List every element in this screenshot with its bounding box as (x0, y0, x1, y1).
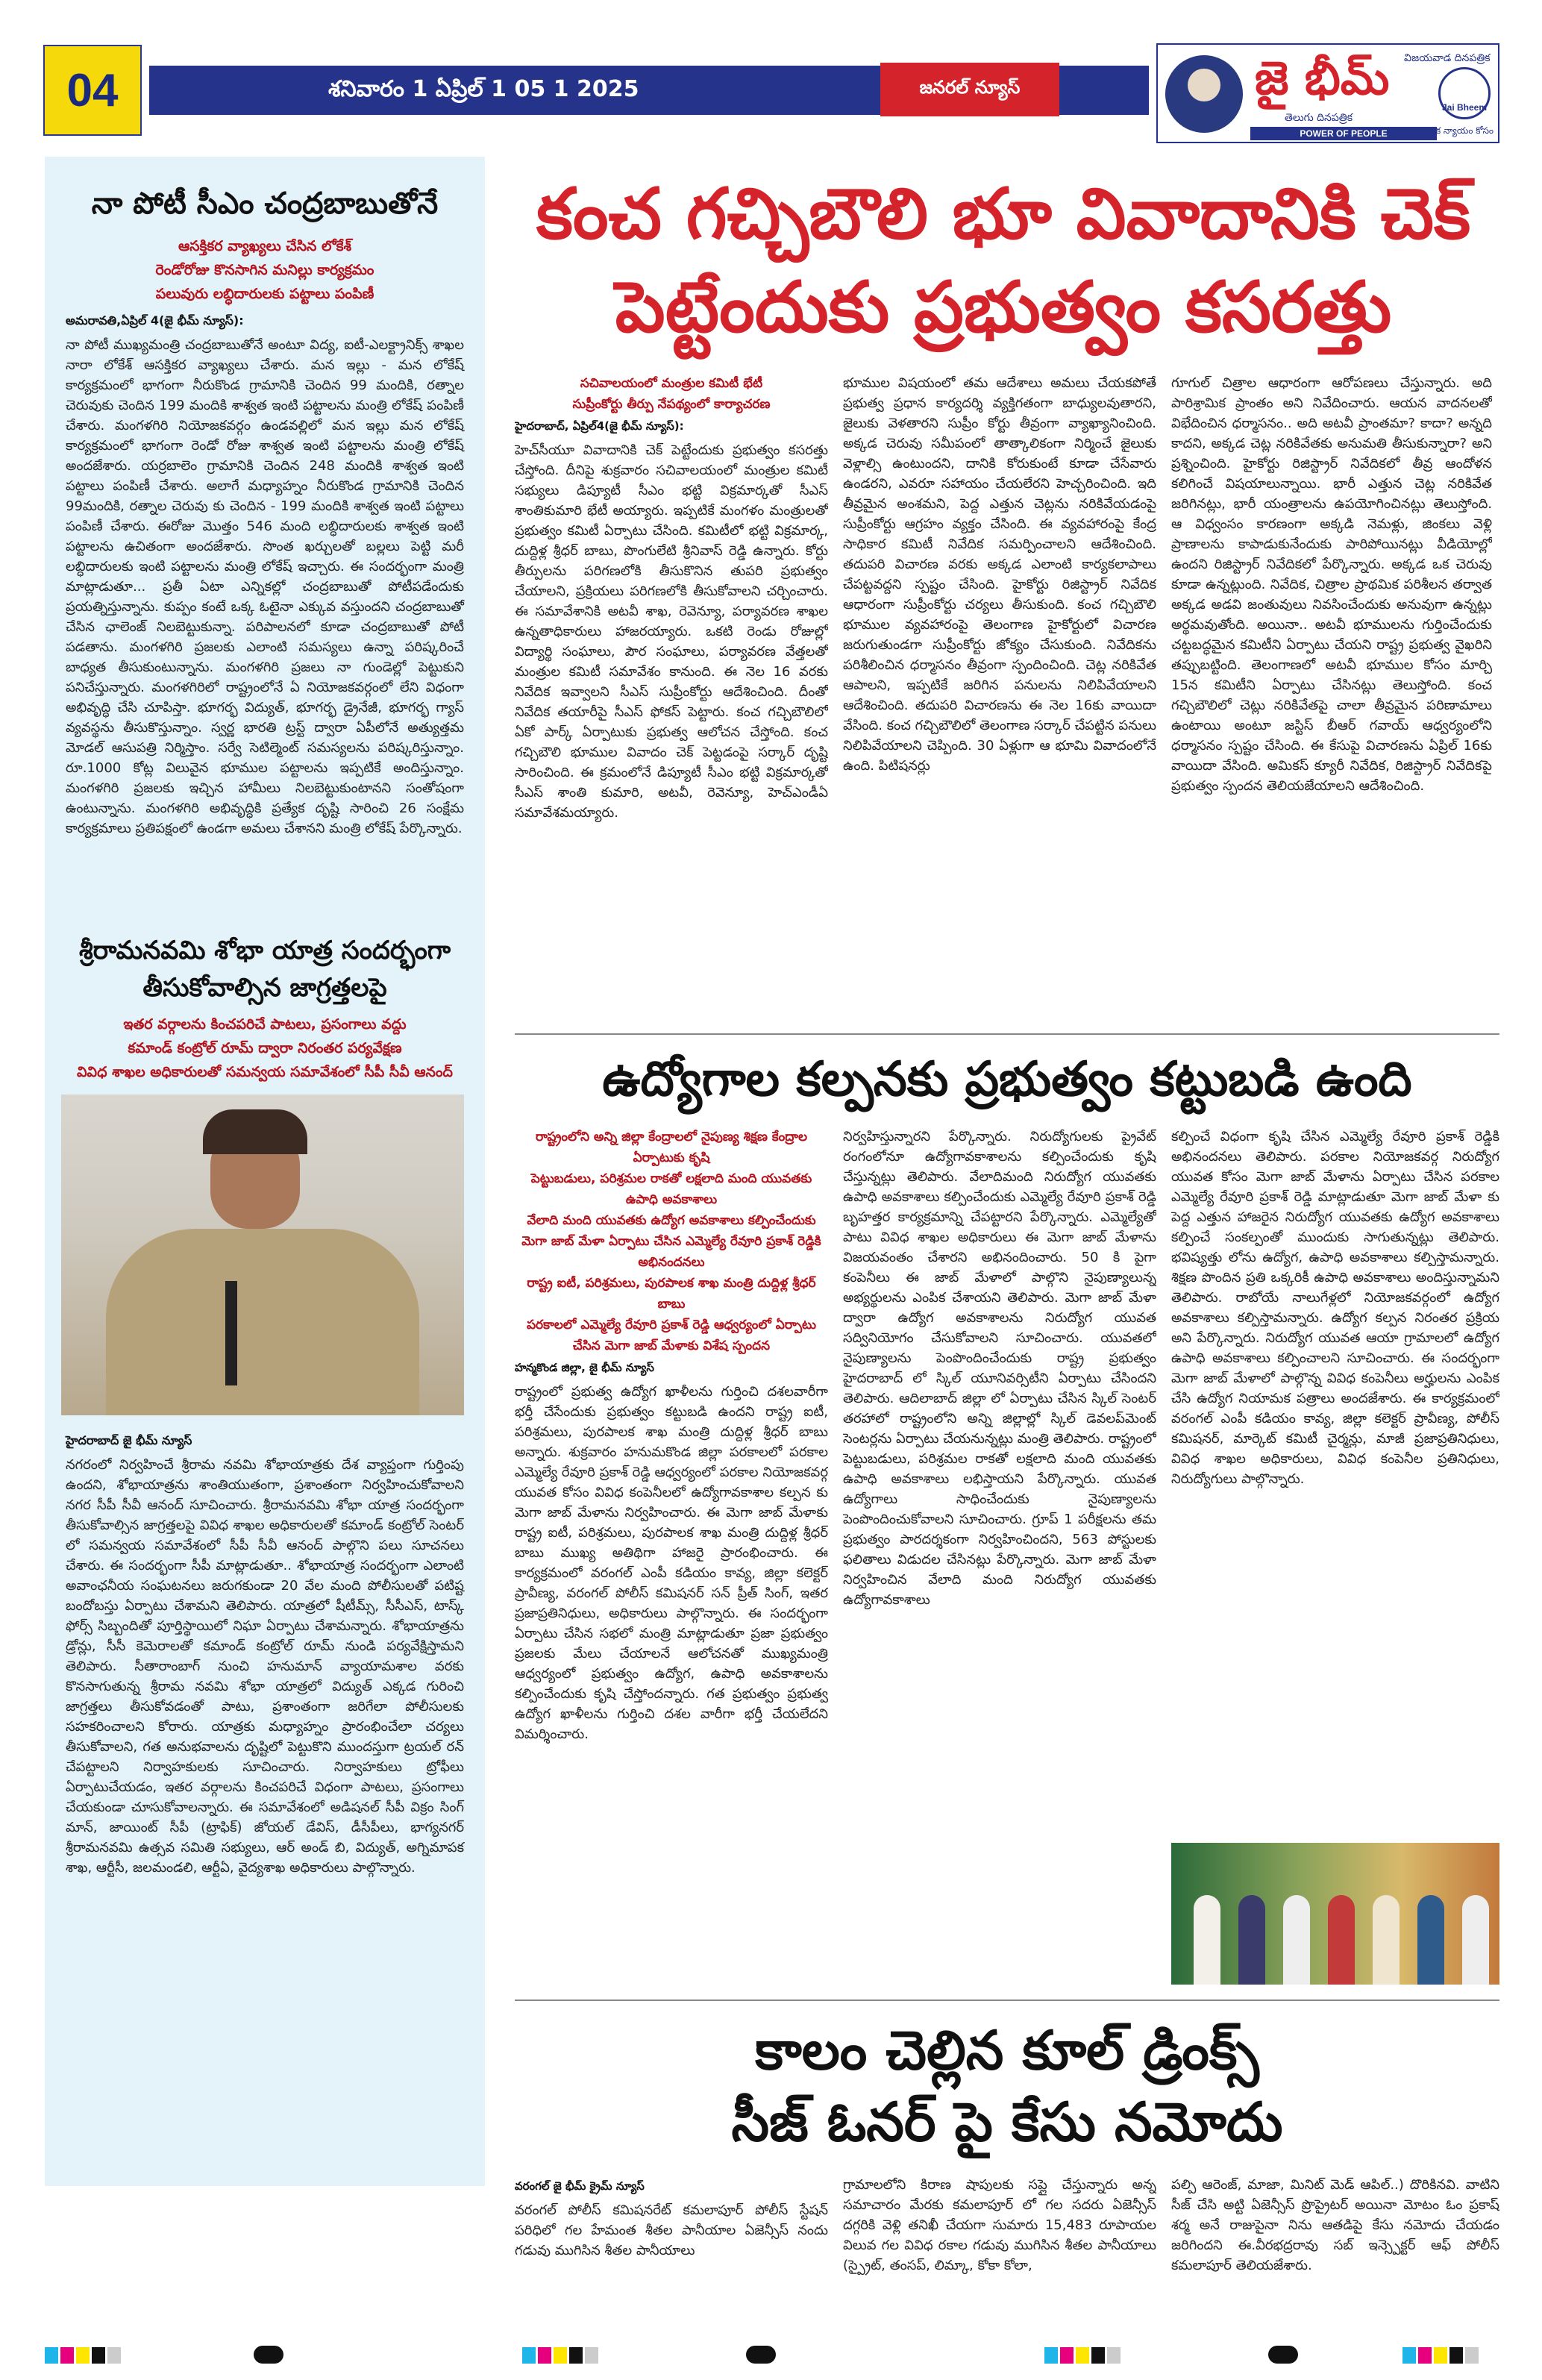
main-story-col2: భూముల విషయంలో తమ ఆదేశాలు అమలు చేయకపోతే ప్రభుత్వ ప్రధాన కార్యదర్శి వ్యక్తిగతంగా బాధ్యులవుతారని, జైలుకు వెళతారని సుప్రీం కోర్టు తీవ్రంగా వ్యాఖ్యానించింది. అక్కడ చెరువు సమీపంలో తాత్కాలికంగా నిర్మించే జైలుకు వెళ్లాల్సి ఉంటుందని, దానికి కోరుకుంటే కూడా చేసేవారు ఉండరని, ఎవరూ సహాయం చేయలేరని హెచ్చరించింది. ఇది తీవ్రమైన అంశమని, పెద్ద ఎత్తున చెట్లను నరికివేయడంపై సుప్రీంకోర్టు ఆగ్రహం వ్యక్తం చేసింది. ఈ వ్యవహారంపై కేంద్ర సాధికార కమిటీ నివేదిక సమర్పించాలని ఆదేశించింది. తదుపరి విచారణ వరకు అక్కడ ఎలాంటి కార్యకలాపాలు చేపట్టవద్దని స్పష్టం చేసింది. హైకోర్టు రిజిస్ట్రార్ నివేదిక ఆధారంగా సుప్రీంకోర్టు చర్యలు తీసుకుంది. కంచ గచ్చిబౌలి భూముల వ్యవహారంపై తెలంగాణ హైకోర్టులో విచారణ జరుగుతుండగా సుప్రీంకోర్టు జోక్యం చేసుకుంది. నివేదికను పరిశీలించిన ధర్మాసనం తీవ్రంగా స్పందించింది. చెట్ల నరికివేత ఆపాలని, ఇప్పటికే జరిగిన పనులను నిలిపివేయాలని ఆదేశించింది. తదుపరి విచారణను ఈ నెల 16కు వాయిదా వేసింది. కంచ గచ్చిబౌలిలో తెలంగాణ సర్కార్ చేపట్టిన పనులు నిలిపివేయాలని చెప్పింది. 30 ఏళ్లుగా ఆ భూమి వివాదంలోనే ఉంది. పిటిషనర్లు (843, 375, 1156, 774)
divider (515, 1999, 1499, 2001)
jobs-story-col2: నిర్వహిస్తున్నారని పేర్కొన్నారు. నిరుద్యోగులకు ప్రైవేట్ రంగంలోనూ ఉద్యోగావకాశాలను కల్పించేందుకు కృషి చేస్తున్నట్లు తెలిపారు. వేలాదిమంది నిరుద్యోగ యువతకు ఉపాధి అవకాశాలు కల్పించేందుకు ఎమ్మెల్యే రేవూరి ప్రకాశ్ రెడ్డి బృహత్తర కార్యక్రమాన్ని చేపట్టారని పేర్కొన్నారు. ఎమ్మెల్యేతో పాటు వివిధ శాఖల అధికారులు ఈ మెగా జాబ్ మేళాను విజయవంతం చేశారని అభినందించారు. 50 కి పైగా కంపెనీలు ఈ జాబ్ మేళాలో పాల్గొని నైపుణ్యాలున్న అభ్యర్థులను ఎంపిక చేశాయని తెలిపారు. మెగా జాబ్ మేళా ద్వారా ఉద్యోగ అవకాశాలను నిరుద్యోగ యువత సద్వినియోగం చేసుకోవాలని సూచించారు. యువతలో నైపుణ్యాలను పెంపొందించేందుకు రాష్ట్ర ప్రభుత్వం హైదరాబాద్ లో స్కిల్ యూనివర్సిటీని ఏర్పాటు చేసిందని తెలిపారు. ఆదిలాబాద్ జిల్లా లో ఏర్పాటు చేసిన స్కిల్ సెంటర్ తరహాలో రాష్ట్రంలోని అన్ని జిల్లాల్లో స్కిల్ డెవలప్‌మెంట్ సెంటర్లను ఏర్పాటు చేయనున్నట్లు మంత్రి తెలిపారు. రాష్ట్రంలో పెట్టుబడులు, పరిశ్రమల రాకతో లక్షలాది మంది యువతకు ఉపాధి అవకాశాలు లభిస్తాయని పేర్కొన్నారు. యువత ఉద్యోగాలు సాధించేందుకు నైపుణ్యాలను పెంపొందించుకోవాలని సూచించారు. గ్రూప్ 1 పరీక్షలను తమ ప్రభుత్వం పారదర్శకంగా నిర్వహించిందని, 563 పోస్టులకు ఫలితాలు విడుదల చేసినట్లు పేర్కొన్నారు. మెగా జాబ్ మేళా నిర్వహించిన వేలాది మంది నిరుద్యోగ యువతకు ఉద్యోగావకాశాలు (843, 1129, 1156, 1608)
masthead-logo: జై భీమ్ (1255, 51, 1390, 105)
left-story-2-headline: శ్రీరామనవమి శోభా యాత్ర సందర్భంగా తీసుకోవాల్సిన జాగ్రత్తలపై (78, 936, 451, 1003)
left-story-1-headline: నా పోటీ సీఎం చంద్రబాబుతోనే (91, 187, 439, 221)
cool-drinks-col2: గ్రామాలలోని కిరాణ షాపులకు సప్లై చేస్తున్నారు అన్న సమాచారం మేరకు కమలాపూర్ లో గల సదరు ఏజెన్సీస్ దగ్గరికి వెళ్లి తనిఖీ చేయగా సుమారు 15,483 రూపాయల విలువ గల వివిధ రకాల గడువు ముగిసిన శీతల పానీయాలు (స్ప్రైట్, తంసప్, లిమ్కా, కోకా కోలా, (843, 2177, 1156, 2273)
job-mela-event-photo (1171, 1843, 1499, 1985)
color-registration-bar (1402, 2347, 1479, 2364)
dateline: హైదరాబాద్ జై భీమ్ న్యూస్ (66, 1433, 192, 1447)
masthead-bottom-right: సామాజిక న్యాయం కోసం (1408, 125, 1494, 136)
jobs-headline: ఉద్యోగాల కల్పనకు ప్రభుత్వం కట్టుబడి ఉంది (602, 1052, 1412, 1107)
police-officer-photo (61, 1095, 464, 1415)
dateline: హన్మకొండ జిల్లా, జై భీమ్ న్యూస్ (515, 1361, 654, 1374)
color-registration-bar (45, 2347, 121, 2364)
cool-drinks-headline-line2: సీజ్ ఓనర్ పై కేసు నమోదు (731, 2091, 1283, 2153)
deck-line: పలువురు లబ్ధిదారులకు పట్టాలు పంపిణీ (155, 286, 374, 302)
dateline: అమరావతి,ఏప్రిల్ 4(జై భీమ్ న్యూస్): (66, 313, 244, 328)
dateline: వరంగల్ జై భీమ్ క్రైమ్ న్యూస్ (515, 2179, 645, 2193)
deck-line: వేలాది మంది యువతకు ఉద్యోగ అవకాశాలు కల్పించేందుకు మెగా జాబ్ మేళా ఏర్పాటు చేసిన ఎమ్మెల్యే రేవూరి ప్రకాశ్ రెడ్డికి అభినందనలు (521, 1213, 821, 1270)
article-body: నా పోటీ ముఖ్యమంత్రి చంద్రబాబుతోనే అంటూ విద్య, ఐటీ-ఎలక్ట్రానిక్స్ శాఖల నారా లోకేశ్ ఆసక్తికర వ్యాఖ్యలు చేశారు. మన ఇల్లు - మన లోకేష్ కార్యక్రమంలో భాగంగా నీరుకొండ గ్రామానికి చెందిన 99 మందికి, రత్నాల చెరువుకు చెందిన 199 మందికి శాశ్వత ఇంటి పట్టాలను మంత్రి లోకేష్ పంపిణీ చేశారు. మంగళగిరి నియోజకవర్గం ఉండవల్లిలో మన ఇల్లు మన లోకేష్ కార్యక్రమంలో భాగంగా రెండో రోజు శాశ్వత ఇంటి పట్టాలను మంత్రి లోకేష్ అందజేశారు. యర్రబాలెం గ్రామానికి చెందిన 248 మందికి శాశ్వత ఇంటి పట్టాలు పంపిణీ చేశారు. అలాగే మధ్యాహ్నం నీరుకొండ గ్రామానికి చెందిన 99మందికి, రత్నాల చెరువు కు చెందిన - 199 మందికి శాశ్వత ఇంటి పట్టాలు పంపిణీ చేశారు. ఈరోజు మొత్తం 546 మంది లబ్ధిదారులకు శాశ్వత ఇంటి పట్టాలను ఉచితంగా అందజేశారు. సొంత ఖర్చులతో బల్లలు పెట్టి మరీ లబ్ధిదారులకు ఇంటి పట్టాలను మంత్రి లోకేష్ ఇచ్చారు. ఈ సందర్భంగా మంత్రి మాట్లాడుతూ... ప్రతీ ఏటా ఎన్నికల్లో చంద్రబాబుతో పోటీపడేందుకు ప్రయత్నిస్తున్నాను. కుప్పం కంటే ఒక్క ఓటైనా ఎక్కువ వస్తుందని చంద్రబాబుతో చేసిన ఛాలెంజ్ నిలబెట్టుకున్నా. పరిపాలనలో కూడా చంద్రబాబుతో పోటీ పడతాను. మంగళగిరి ప్రజలకు ఎలాంటి సమస్యలు ఉన్నా పరిష్కరించే బాధ్యత తీసుకుంటున్నాను. మంగళగిరి ప్రజలు నా గుండెల్లో పెట్టుకుని పనిచేస్తున్నారు. మంగళగిరిలో రాష్ట్రంలోనే ఏ నియోజకవర్గంలో లేని విధంగా అభివృద్ధి చేసి చూపిస్తా. భూగర్భ విద్యుత్, భూగర్భ డ్రైనేజీ, భూగర్భ గ్యాస్ వ్యవస్థను తీసుకొస్తున్నాం. స్వర్ణ భారతి ట్రస్ట్ ద్వారా ఏపీలోనే అత్యుత్తమ మోడల్ ఆసుపత్రి నిర్మిస్తాం. సర్వే సెటిల్మెంట్ సమస్యలను పరిష్కరిస్తున్నాం. రూ.1000 కోట్ల విలువైన భూముల పట్టాలను ఇప్పటికే అందిస్తున్నాం. మంగళగిరి ప్రజలకు ఇచ్చిన హామీలు నిలబెట్టుకుంటానని సంతోషంగా ఉంటున్నాను. మంగళగిరి అభివృద్ధికి ప్రత్యేక దృష్టి సారించి 26 సంక్షేమ కార్యక్రమాలు ప్రతిపక్షంలో ఉండగా అమలు చేశానని మంత్రి లోకేష్ పేర్కొన్నారు. (66, 337, 464, 836)
cool-drinks-headline (515, 2014, 1499, 2158)
registration-mark (254, 2346, 283, 2364)
article-body: హెచ్‌సీయూ వివాదానికి చెక్ పెట్టేందుకు ప్రభుత్వం కసరత్తు చేస్తోంది. దీనిపై శుక్రవారం సచివాలయంలో మంత్రుల కమిటీ సభ్యులు డిప్యూటీ సీఎం భట్టి విక్రమార్కతో సీఎస్ శాంతికుమారి భేటీ అయ్యారు. ఇప్పటికే మంగళం మంత్రులతో ప్రభుత్వం కమిటీ ఏర్పాటు చేసింది. కమిటీలో భట్టి విక్రమార్క, దుద్దిళ్ల శ్రీధర్ బాబు, పొంగులేటి శ్రీనివాస్ రెడ్డి ఉన్నారు. కోర్టు తీర్పులను పరిగణలోకి తీసుకొనిన తుపరి ప్రభుత్వం చేయాలని, ప్రక్రియలు పరిగణలోకి తీసుకోవాలని చర్చించారు. ఈ సమావేశానికి అటవీ శాఖ, రెవెన్యూ, పర్యావరణ శాఖల ఉన్నతాధికారులు హాజరయ్యారు. ఒకటి రెండు రోజుల్లో విద్యార్థి సంఘాలు, పౌర సంఘాలు, పర్యావరణ వేత్తలతో మంత్రుల కమిటీ సమావేశం కానుంది. ఈ నెల 16 వరకు నివేదిక ఇవ్వాలని సీఎస్ సుప్రీంకోర్టు ఆదేశించింది. దీంతో నివేదిక తయారీపై సీఎస్ ఫోకస్ పెట్టారు. కంచ గచ్చిబౌలిలో ఏకో పార్క్ ఏర్పాటుకు ప్రభుత్వ ఆలోచన చేస్తోంది. కంచ గచ్చిబౌలి భూముల వివాదం చెక్ పెట్టడంపై సర్కార్ దృష్టి సారించింది. ఈ క్రమంలోనే డిప్యూటీ సీఎం భట్టి విక్రమార్కతో సీఎస్ శాంతి కుమారి, అటవీ, రెవెన్యూ, హెచ్‌ఎండీఏ సమావేశమయ్యారు. (515, 442, 828, 821)
deck-line: కమాండ్ కంట్రోల్ రూమ్ ద్వారా నిరంతర పర్యవేక్షణ (128, 1040, 402, 1056)
registration-mark (1268, 2346, 1298, 2364)
masthead-top-right: విజయవాడ దినపత్రిక (1404, 52, 1491, 64)
masthead-badge: Jai Bheem (1438, 67, 1491, 119)
left-panel (45, 157, 485, 2186)
portrait-image (1165, 55, 1243, 133)
color-registration-bar (1044, 2347, 1121, 2364)
page-number: 04 (43, 45, 142, 136)
divider (515, 1033, 1499, 1035)
cool-drinks-col1 (515, 2175, 828, 2332)
jobs-story-col1 (515, 1127, 828, 1985)
main-headline-line2: పెట్టేందుకు ప్రభుత్వం కసరత్తు (615, 267, 1392, 348)
deck-line: ఆసక్తికర వ్యాఖ్యలు చేసిన లోకేశ్ (178, 238, 352, 254)
section-tab: జనరల్ న్యూస్ (880, 63, 1059, 116)
main-story-col3: గూగుల్ చిత్రాల ఆధారంగా ఆరోపణలు చేస్తున్నారు. అది పారిశ్రామిక ప్రాంతం అని నివేదించారు. ఆయన వాదనలతో విభేదించిన ధర్మాసనం.. అది అటవీ ప్రాంతమా? కాదా? అన్నది కాదని, అక్కడ చెట్ల నరికివేతకు అనుమతి తీసుకున్నారా? అని ప్రశ్నించింది. హైకోర్టు రిజిస్ట్రార్ నివేదికలో తీవ్ర ఆందోళన కలిగించే విషయాలున్నాయి. భారీ ఎత్తున చెట్ల నరికివేత జరిగినట్లు, భారీ యంత్రాలను ఉపయోగించినట్లు తెలుస్తోంది. ఆ విధ్వంసం కారణంగా అక్కడి నెమళ్లు, జింకలు వెళ్లి ప్రాణాలను కాపాడుకునేందుకు పారిపోయినట్లు వీడియోల్లో ఉందని రిజిస్ట్రార్ నివేదికలో పేర్కొన్నారు. అక్కడ ఒక చెరువు కూడా ఉన్నట్లుంది. నివేదిక, చిత్రాల ప్రాథమిక పరిశీలన తర్వాత అక్కడ అడవి జంతువులు నివసించేందుకు అనువుగా ఉన్నట్లు అర్థమవుతోంది. అయినా.. అటవీ భూములను గుర్తించేందుకు చట్టబద్ధమైన కమిటీని ఏర్పాటు చేయని రాష్ట్ర ప్రభుత్వ వైఖరిని తప్పుబట్టింది. తెలంగాణలో అటవీ భూముల కోసం మార్చి 15న కమిటీని ఏర్పాటు చేసినట్లు తెలుస్తోంది. కంచ గచ్చిబౌలిలో చెట్లు నరికివేతపై చాలా తీవ్రమైన పరిణామాలు ఉంటాయి అంటూ జస్టిస్ బీఆర్ గవాయ్ ఆధ్వర్యంలోని ధర్మాసనం స్పష్టం చేసింది. ఈ కేసుపై విచారణను ఏప్రిల్ 16కు వాయిదా వేసింది. అమికస్ క్యూరీ నివేదిక, రిజిస్ట్రార్ నివేదికపై ప్రభుత్వం స్పందన తెలియజేయాలని ఆదేశించింది. (1171, 375, 1492, 794)
masthead (1156, 43, 1499, 143)
masthead-tagline: తెలుగు దినపత్రిక (1285, 112, 1353, 124)
date-line: శనివారం 1 ఏప్రిల్ 1 05 1 2025 (328, 76, 639, 102)
deck-line: సచివాలయంలో మంత్రుల కమిటీ భేటీ (580, 376, 763, 391)
main-headline-line1: కంచ గచ్చిబౌలి భూ వివాదానికి చెక్ (536, 174, 1471, 255)
deck-line: రెండోరోజు కొనసాగిన మనిల్లు కార్యక్రమం (155, 262, 374, 278)
deck-line: పెట్టుబడులు, పరిశ్రమల రాకతో లక్షలాది మంది యువతకు ఉపాధి అవకాశాలు (530, 1171, 812, 1207)
deck-line: వివిధ శాఖల అధికారులతో సమన్వయ సమావేశంలో సీపీ సీవీ ఆనంద్ (77, 1064, 453, 1080)
deck-line: పరకాలలో ఎమ్మెల్యే రేవూరి ప్రకాశ్ రెడ్డి ఆధ్వర్యంలో ఏర్పాటు చేసిన మెగా జాబ్ మేళాకు విశేష స్పందన (526, 1318, 817, 1353)
deck-line: రాష్ట్ర ఐటీ, పరిశ్రమలు, పురపాలక శాఖ మంత్రి దుద్దిళ్ల శ్రీధర్ బాబు (527, 1276, 816, 1312)
main-story-col1 (515, 373, 828, 1015)
main-headline (515, 168, 1492, 354)
jobs-story-col3: కల్పించే విధంగా కృషి చేసిన ఎమ్మెల్యే రేవూరి ప్రకాశ్ రెడ్డికి అభినందనలు తెలిపారు. పరకాల నియోజకవర్గ నిరుద్యోగ యువత కోసం మెగా జాబ్ మేళాను ఏర్పాటు చేసిన పరకాల ఎమ్మెల్యే రేవూరి ప్రకాశ్ రెడ్డి మాట్లాడుతూ మెగా జాబ్ మేళా కు పెద్ద ఎత్తున హాజరైన నిరుద్యోగ యువతకు ఉద్యోగ అవకాశాలు కల్పించే సంకల్పంతో ముందుకు సాగుతున్నట్లు తెలిపారు. భవిష్యత్తు లోను ఉద్యోగ, ఉపాధి అవకాశాలు కల్పిస్తామన్నారు. శిక్షణ పొందిన ప్రతి ఒక్కరికీ ఉపాధి అవకాశాలు అందిస్తున్నామని తెలిపారు. రాబోయే నాలుగేళ్లలో నియోజకవర్గంలో ఉద్యోగ అవకాశాలు కల్పిస్తామన్నారు. ఉద్యోగ కల్పన నిరంతర ప్రక్రియ అని పేర్కొన్నారు. నిరుద్యోగ యువత ఆయా గ్రామాలలో ఉద్యోగ ఉపాధి అవకాశాలు కల్పించాలని సూచించారు. ఈ సందర్భంగా మెగా జాబ్ మేళాలో పాల్గొన్న వివిధ కంపెనీలు అర్హులను ఎంపిక చేసి ఉద్యోగ నియామక పత్రాలు అందజేశారు. ఈ కార్యక్రమంలో వరంగల్ ఎంపీ కడియం కావ్య, జిల్లా కలెక్టర్ ప్రావీణ్య, పోలీస్ కమిషనర్, మార్కెట్ కమిటీ చైర్మన్లు, మాజీ ప్రజాప్రతినిధులు, వివిధ శాఖల అధికారులు, వివిధ కంపెనీల ప్రతినిధులు, నిరుద్యోగులు పాల్గొన్నారు. (1171, 1129, 1499, 1487)
deck-line: సుప్రీంకోర్టు తీర్పు నేపథ్యంలో కార్యాచరణ (572, 397, 771, 412)
article-body: వరంగల్ పోలీస్ కమిషనరేట్ కమలాపూర్ పోలీస్ స్టేషన్ పరిధిలో గల హేమంత శీతల పానీయాల ఏజెన్సీస్ నందు గడువు ముగిసిన శీతల పానీయాలు (515, 2202, 828, 2258)
cool-drinks-col3: పల్పి ఆరెంజ్, మాజా, మినిట్ మెడ్ ఆపిల్..) దొరికినవి. వాటిని సీజ్ చేసి అట్టి ఏజెన్సీస్ ప్రొప్రైటర్ అయినా మోటం ఓం ప్రకాష్ శర్మ అనే రాజుపైనా నిను ఆతడిపై కేసు నమోదు చేయడం జరిగిందని ఈ.వీరభద్రరావు సబ్ ఇన్స్పెక్టర్ ఆఫ్ పోలీస్ కమలాపూర్ తెలియజేశారు. (1171, 2177, 1499, 2273)
deck-line: రాష్ట్రంలోని అన్ని జిల్లా కేంద్రాలలో నైపుణ్య శిక్షణ కేంద్రాల ఏర్పాటుకు కృషి (535, 1130, 808, 1165)
color-registration-bar (522, 2347, 598, 2364)
deck-line: ఇతర వర్గాలను కించపరిచే పాటలు, ప్రసంగాలు వద్దు (123, 1016, 407, 1033)
article-body: రాష్ట్రంలో ప్రభుత్వ ఉద్యోగ ఖాళీలను గుర్తించి దశలవారీగా భర్తీ చేసేందుకు ప్రభుత్వం కట్టుబడి ఉందని రాష్ట్ర ఐటీ, పరిశ్రమలు, పురపాలక శాఖ మంత్రి దుద్దిళ్ల శ్రీధర్ బాబు అన్నారు. శుక్రవారం హనుమకొండ జిల్లా పరకాలలో పరకాల ఎమ్మెల్యే రేవూరి ప్రకాశ్ రెడ్డి ఆధ్వర్యంలో పరకాల నియోజకవర్గ యువత కోసం వివిధ కంపెనీలలో ఉద్యోగావకాశాల కల్పన కు మెగా జాబ్ మేళాను నిర్వహించారు. ఈ మెగా జాబ్ మేళాకు రాష్ట్ర ఐటీ, పరిశ్రమలు, పురపాలక శాఖ మంత్రి దుద్దిళ్ల శ్రీధర్ బాబు ముఖ్య అతిథిగా హాజరై ప్రారంభించారు. ఈ కార్యక్రమంలో వరంగల్ ఎంపీ కడియం కావ్య, జిల్లా కలెక్టర్ ప్రావీణ్య, వరంగల్ పోలీస్ కమిషనర్ సన్ ప్రీత్ సింగ్, ఇతర ప్రజాప్రతినిధులు, అధికారులు పాల్గొన్నారు. ఈ సందర్భంగా ఏర్పాటు చేసిన సభలో మంత్రి మాట్లాడుతూ ప్రజా ప్రభుత్వం ప్రజలకు మేలు చేయాలనే ఆలోచనతో ముఖ్యమంత్రి ఆధ్వర్యంలో ప్రభుత్వం ఉద్యోగ, ఉపాధి అవకాశాలను కల్పించేందుకు కృషి చేస్తోందన్నారు. గత ప్రభుత్వం ప్రభుత్వ ఉద్యోగ ఖాళీలను గుర్తించి దశల వారీగా భర్తీ చేయలేదని విమర్శించారు. (515, 1384, 828, 1742)
dateline: హైదరాబాద్, ఏప్రిల్4(జై భీమ్ న్యూస్): (515, 419, 684, 433)
masthead-motto: POWER OF PEOPLE (1250, 127, 1437, 140)
article-body: నగరంలో నిర్వహించే శ్రీరామ నవమి శోభాయాత్రకు దేశ వ్యాప్తంగా గుర్తింపు ఉందని, శోభాయాత్రను శాంతియుతంగా, ప్రశాంతంగా నిర్వహించుకోవాలని నగర సీపీ సీవీ ఆనంద్ సూచించారు. శ్రీరామనవమి శోభా యాత్ర సందర్భంగా తీసుకోవాల్సిన జాగ్రత్తలపై వివిధ శాఖల అధికారులతో కమాండ్ కంట్రోల్ సెంటర్ లో సమన్వయ సమావేశంలో సీపీ సీవీ ఆనంద్ పాల్గొని పలు సూచనలు చేశారు. ఈ సందర్భంగా సీపీ మాట్లాడుతూ.. శోభాయాత్ర సందర్భంగా ఎలాంటి అవాంఛనీయ సంఘటనలు జరుగకుండా 20 వేల మంది పోలీసులతో పటిష్ట బందోబస్తు ఏర్పాటు చేశామని తెలిపారు. యాత్రలో షీటీమ్స్, సీసీఎస్, టాస్క్ ఫోర్స్ సిబ్బందితో పూర్తిస్థాయిలో నిఘా ఏర్పాటు చేశామన్నారు. శోభాయాత్రను డ్రోన్లు, సీసీ కెమెరాలతో కమాండ్ కంట్రోల్ రూమ్ నుండి పర్యవేక్షిస్తామని తెలిపారు. సీతారాంబాగ్ నుంచి హనుమాన్ వ్యాయామశాల వరకు కొనసాగుతున్న శ్రీరామ నవమి శోభా యాత్రలో విద్యుత్ ఎక్కడ గురించి జాగ్రత్తలు తీసుకోవడంతో పాటు, ప్రశాంతంగా జరిగేలా పోలీసులకు సహకరించాలని కోరారు. యాత్రకు మధ్యాహ్నం ప్రారంభించేలా చర్యలు తీసుకోవాలని, గత అనుభవాలను దృష్టిలో పెట్టుకొని ముందస్తుగా ట్రయల్ రన్ చేపట్టాలని నిర్వాహకులకు సూచించారు. నిర్వాహకులు ట్రోఫీలు ఏర్పాటుచేయడం, ఇతర వర్గాలను కించపరిచే విధంగా పాటలు, ప్రసంగాలు చేయకుండా చూసుకోవాలన్నారు. ఈ సమావేశంలో అడిషనల్ సీపీ విక్రం సింగ్ మాన్, జాయింట్ సీపీ (ట్రాఫిక్) జోయల్ డేవిస్, డీసీపీలు, భాగ్యనగర్ శ్రీరామనవమి ఉత్సవ సమితి సభ్యులు, ఆర్ అండ్ బి, విద్యుత్, అగ్నిమాపక శాఖ, ఆర్టీసీ, జలమండలి, ఆర్టీఏ, వైద్యశాఖ అధికారులు పాల్గొన్నారు. (66, 1457, 464, 1876)
cool-drinks-headline-line1: కాలం చెల్లిన కూల్ డ్రింక్స్ (755, 2019, 1259, 2082)
registration-mark (746, 2346, 776, 2364)
